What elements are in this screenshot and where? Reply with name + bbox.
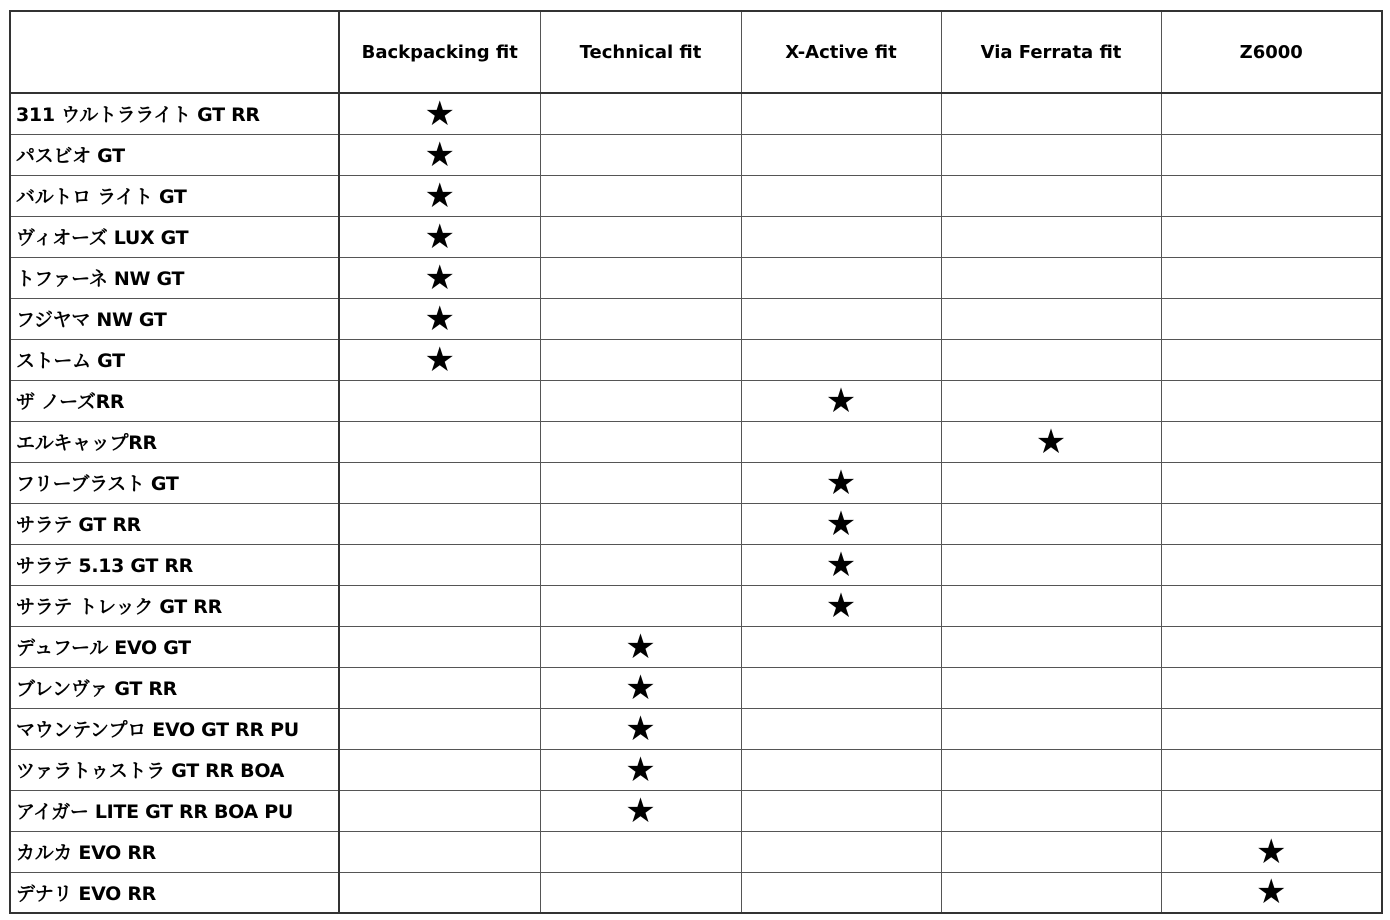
fit-mark-cell xyxy=(339,216,540,257)
star-icon: ★ xyxy=(825,462,857,503)
column-header: Via Ferrata fit xyxy=(941,11,1161,93)
model-name-cell: エルキャップRR xyxy=(10,421,339,462)
fit-mark-cell xyxy=(339,175,540,216)
fit-mark-cell xyxy=(941,544,1161,585)
fit-mark-cell xyxy=(540,134,741,175)
fit-mark-cell xyxy=(540,667,741,708)
table-row xyxy=(10,749,1382,790)
fit-mark-cell xyxy=(339,298,540,339)
fit-mark-cell xyxy=(941,134,1161,175)
star-icon: ★ xyxy=(1035,421,1067,462)
fit-mark-cell xyxy=(339,626,540,667)
table-row xyxy=(10,257,1382,298)
column-header: Technical fit xyxy=(540,11,741,93)
fit-mark-cell xyxy=(540,749,741,790)
model-name-cell: サラテ 5.13 GT RR xyxy=(10,544,339,585)
star-icon: ★ xyxy=(825,585,857,626)
fit-mark-cell xyxy=(339,790,540,831)
fit-mark-cell xyxy=(741,216,941,257)
star-icon: ★ xyxy=(424,134,455,175)
star-icon: ★ xyxy=(1256,831,1287,872)
fit-mark-cell xyxy=(941,175,1161,216)
fit-mark-cell xyxy=(339,134,540,175)
fit-mark-cell xyxy=(1161,257,1382,298)
fit-mark-cell xyxy=(1161,503,1382,544)
fit-mark-cell xyxy=(941,503,1161,544)
fit-mark-cell xyxy=(1161,462,1382,503)
model-name-cell: トファーネ NW GT xyxy=(10,257,339,298)
model-name-cell: 311 ウルトラライト GT RR xyxy=(10,93,339,134)
model-name-cell: フジヤマ NW GT xyxy=(10,298,339,339)
table-row xyxy=(10,339,1382,380)
fit-mark-cell xyxy=(1161,421,1382,462)
model-name-cell: サラテ トレック GT RR xyxy=(10,585,339,626)
fit-mark-cell xyxy=(741,544,941,585)
fit-mark-cell xyxy=(1161,339,1382,380)
star-icon: ★ xyxy=(424,216,455,257)
fit-mark-cell xyxy=(741,831,941,872)
header-row xyxy=(10,11,1382,93)
fit-mark-cell xyxy=(339,257,540,298)
fit-mark-cell xyxy=(741,257,941,298)
model-name-cell: パスビオ GT xyxy=(10,134,339,175)
fit-mark-cell xyxy=(540,339,741,380)
table-row xyxy=(10,503,1382,544)
fit-mark-cell xyxy=(741,298,941,339)
star-icon: ★ xyxy=(1256,872,1287,913)
star-icon: ★ xyxy=(424,175,455,216)
fit-mark-cell xyxy=(941,585,1161,626)
table-row xyxy=(10,667,1382,708)
star-icon: ★ xyxy=(625,708,656,749)
model-name-cell: デュフール EVO GT xyxy=(10,626,339,667)
model-name-cell: マウンテンプロ EVO GT RR PU xyxy=(10,708,339,749)
fit-mark-cell xyxy=(1161,626,1382,667)
table-row xyxy=(10,626,1382,667)
fit-mark-cell xyxy=(339,462,540,503)
fit-mark-cell xyxy=(540,503,741,544)
fit-mark-cell xyxy=(741,93,941,134)
fit-mark-cell xyxy=(1161,749,1382,790)
fit-mark-cell xyxy=(941,380,1161,421)
fit-mark-cell xyxy=(741,134,941,175)
fit-mark-cell xyxy=(540,175,741,216)
model-name-cell: フリーブラスト GT xyxy=(10,462,339,503)
column-header: X-Active fit xyxy=(741,11,941,93)
fit-mark-cell xyxy=(339,544,540,585)
fit-mark-cell xyxy=(741,380,941,421)
fit-mark-cell xyxy=(540,380,741,421)
model-name-cell: サラテ GT RR xyxy=(10,503,339,544)
table-row xyxy=(10,544,1382,585)
fit-mark-cell xyxy=(741,790,941,831)
table-row xyxy=(10,134,1382,175)
fit-mark-cell xyxy=(741,175,941,216)
table-row xyxy=(10,462,1382,503)
table-row xyxy=(10,298,1382,339)
model-name-cell: アイガー LITE GT RR BOA PU xyxy=(10,790,339,831)
table-row xyxy=(10,790,1382,831)
star-icon: ★ xyxy=(424,93,455,134)
fit-mark-cell xyxy=(1161,872,1382,913)
model-name-cell: ブレンヴァ GT RR xyxy=(10,667,339,708)
star-icon: ★ xyxy=(625,790,656,831)
fit-mark-cell xyxy=(1161,134,1382,175)
fit-mark-cell xyxy=(1161,790,1382,831)
fit-mark-cell xyxy=(339,380,540,421)
star-icon: ★ xyxy=(424,298,455,339)
table-row xyxy=(10,585,1382,626)
table-row xyxy=(10,872,1382,913)
table-row xyxy=(10,421,1382,462)
model-name-cell: バルトロ ライト GT xyxy=(10,175,339,216)
fit-mark-cell xyxy=(1161,585,1382,626)
fit-mark-cell xyxy=(339,339,540,380)
column-header: Backpacking fit xyxy=(339,11,540,93)
fit-mark-cell xyxy=(941,216,1161,257)
fit-mark-cell xyxy=(741,339,941,380)
fit-mark-cell xyxy=(339,93,540,134)
fit-mark-cell xyxy=(741,626,941,667)
model-name-cell: デナリ EVO RR xyxy=(10,872,339,913)
fit-mark-cell xyxy=(540,544,741,585)
fit-mark-cell xyxy=(339,872,540,913)
star-icon: ★ xyxy=(825,544,857,585)
fit-mark-cell xyxy=(941,708,1161,749)
fit-mark-cell xyxy=(339,708,540,749)
fit-mark-cell xyxy=(941,339,1161,380)
corner-cell xyxy=(10,11,339,93)
fit-mark-cell xyxy=(1161,175,1382,216)
star-icon: ★ xyxy=(625,626,656,667)
fit-mark-cell xyxy=(941,749,1161,790)
fit-mark-cell xyxy=(540,298,741,339)
fit-mark-cell xyxy=(1161,544,1382,585)
fit-mark-cell xyxy=(741,749,941,790)
fit-mark-cell xyxy=(741,462,941,503)
fit-mark-cell xyxy=(540,626,741,667)
fit-mark-cell xyxy=(1161,708,1382,749)
fit-mark-cell xyxy=(741,503,941,544)
fit-mark-cell xyxy=(339,749,540,790)
fit-mark-cell xyxy=(540,462,741,503)
fit-mark-cell xyxy=(941,298,1161,339)
fit-mark-cell xyxy=(941,667,1161,708)
fit-mark-cell xyxy=(741,872,941,913)
star-icon: ★ xyxy=(424,339,455,380)
fit-mark-cell xyxy=(941,421,1161,462)
column-header: Z6000 xyxy=(1161,11,1382,93)
fit-mark-cell xyxy=(941,790,1161,831)
star-icon: ★ xyxy=(625,749,656,790)
model-name-cell: ヴィオーズ LUX GT xyxy=(10,216,339,257)
fit-mark-cell xyxy=(741,708,941,749)
fit-mark-cell xyxy=(339,667,540,708)
fit-mark-cell xyxy=(540,421,741,462)
fit-mark-cell xyxy=(339,831,540,872)
model-name-cell: ザ ノーズRR xyxy=(10,380,339,421)
model-name-cell: ストーム GT xyxy=(10,339,339,380)
fit-mark-cell xyxy=(339,585,540,626)
fit-mark-cell xyxy=(540,257,741,298)
fit-mark-cell xyxy=(941,257,1161,298)
fit-mark-cell xyxy=(941,831,1161,872)
table-row xyxy=(10,380,1382,421)
fit-mark-cell xyxy=(1161,93,1382,134)
star-icon: ★ xyxy=(424,257,455,298)
fit-mark-cell xyxy=(540,216,741,257)
fit-mark-cell xyxy=(941,626,1161,667)
fit-mark-cell xyxy=(540,708,741,749)
fit-mark-cell xyxy=(1161,380,1382,421)
fit-mark-cell xyxy=(741,421,941,462)
fit-mark-cell xyxy=(941,872,1161,913)
model-name-cell: ツァラトゥストラ GT RR BOA xyxy=(10,749,339,790)
table-row xyxy=(10,216,1382,257)
table-row xyxy=(10,93,1382,134)
fit-mark-cell xyxy=(339,503,540,544)
fit-mark-cell xyxy=(741,667,941,708)
fit-mark-cell xyxy=(339,421,540,462)
fit-mark-cell xyxy=(941,93,1161,134)
fit-mark-cell xyxy=(540,585,741,626)
table-row xyxy=(10,175,1382,216)
fit-mark-cell xyxy=(540,93,741,134)
star-icon: ★ xyxy=(825,380,857,421)
fit-mark-cell xyxy=(1161,831,1382,872)
table-body xyxy=(10,93,1382,913)
fit-mark-cell xyxy=(1161,667,1382,708)
fit-mark-cell xyxy=(741,585,941,626)
model-name-cell: カルカ EVO RR xyxy=(10,831,339,872)
star-icon: ★ xyxy=(625,667,656,708)
fit-mark-cell xyxy=(540,831,741,872)
fit-mark-cell xyxy=(1161,298,1382,339)
fit-mark-cell xyxy=(1161,216,1382,257)
fit-mark-cell xyxy=(540,872,741,913)
fit-mark-cell xyxy=(941,462,1161,503)
fit-mark-cell xyxy=(540,790,741,831)
star-icon: ★ xyxy=(825,503,857,544)
table-row xyxy=(10,708,1382,749)
fit-comparison-table xyxy=(9,10,1383,914)
table-row xyxy=(10,831,1382,872)
